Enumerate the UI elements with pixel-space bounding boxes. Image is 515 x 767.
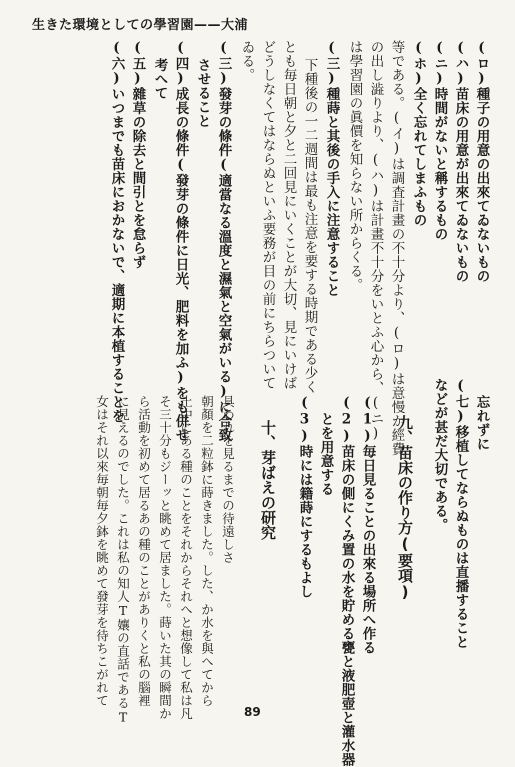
text-column: (四)成長の條件(發芽の條件に日光、肥料を加ふ)をも併せ bbox=[172, 40, 189, 442]
text-column: 女はそれ以來毎朝毎夕鉢を眺めて發芽を待ちこがれて bbox=[94, 395, 110, 707]
text-column: とも毎日朝と夕と二回見にいくことが大切、見にいけば bbox=[280, 40, 297, 390]
text-column: させること bbox=[194, 58, 211, 128]
text-column: (3)時には籍蒔にするもよし bbox=[296, 395, 313, 599]
text-column: (ニ)時間がないと稱するもの bbox=[431, 40, 448, 241]
text-column: の出し澁りより、(ハ)は計畫不十分をいとふ心から、(ニ) bbox=[367, 40, 384, 442]
page-number: 89 bbox=[244, 705, 261, 719]
running-header: 生きた環境としての學習園——大浦 bbox=[32, 18, 249, 33]
text-column: 下種後の一二週間は最も注意を要する時期である少く bbox=[301, 58, 318, 394]
text-column: (2)苗床の側にくみ置の水を貯める甕と液肥壺と灌水器 bbox=[338, 395, 355, 767]
text-column: (1)毎日見ることの出來る場所へ作る bbox=[359, 395, 376, 655]
text-column: は學習園の眞價を知らない所からくる。 bbox=[346, 40, 363, 292]
text-column: ゐる。 bbox=[238, 40, 255, 82]
text-column: (三)發芽の條件(適當なる溫度と濕氣と空氣がいる)に合致 bbox=[215, 40, 232, 442]
text-column: そ三十分もジーッと眺めて居ました。蒔いた其の瞬間か bbox=[157, 395, 173, 720]
text-column: 朝顏を二粒鉢に蒔きました。した、か水を與へてから bbox=[199, 395, 215, 707]
section-heading-nine: 九、苗床の作り方(要項) bbox=[396, 415, 414, 601]
text-column: とを用意する bbox=[317, 412, 334, 496]
text-column: 具われを見るまでの待遠しさ bbox=[220, 395, 236, 564]
text-column: 土中にある種のことをそれからそれへと想像して私は凡 bbox=[178, 395, 194, 720]
text-column: (ハ)苗床の用意が出來てゐないもの bbox=[452, 40, 469, 283]
text-column: (五)雜草の除去と間引とを怠らず bbox=[129, 40, 146, 269]
text-column: (六)いつまでも苗床におかないで、適期に本植することを bbox=[108, 40, 125, 423]
text-column: ら活動を初めて居るあの種のことがありくと私の腦裡 bbox=[136, 395, 152, 707]
text-column: (七)移植してならぬものは直播すること bbox=[452, 378, 469, 649]
text-column: (ロ)種子の用意の出來てゐないもの bbox=[473, 40, 490, 283]
text-column: (三)種蒔と其後の手入に注意すること bbox=[323, 40, 340, 297]
text-column: (ホ)全く忘れてしまふもの bbox=[410, 40, 427, 227]
text-column: に見えるのでした。これは私の知人T孃の直話であるT bbox=[115, 395, 131, 725]
text-column: どうしなくてはならぬといふ要務が目の前にちらついて bbox=[259, 40, 276, 390]
text-column: 忘れずに bbox=[473, 395, 490, 451]
section-heading-ten: 十、芽ばえの研究 bbox=[259, 420, 277, 540]
text-column: 等である。(イ)は調査計畫の不十分より、(ロ)は意慢か經費 bbox=[388, 40, 405, 456]
text-column: などが甚だ大切である。 bbox=[431, 378, 448, 532]
text-column: 考へて bbox=[151, 58, 168, 100]
